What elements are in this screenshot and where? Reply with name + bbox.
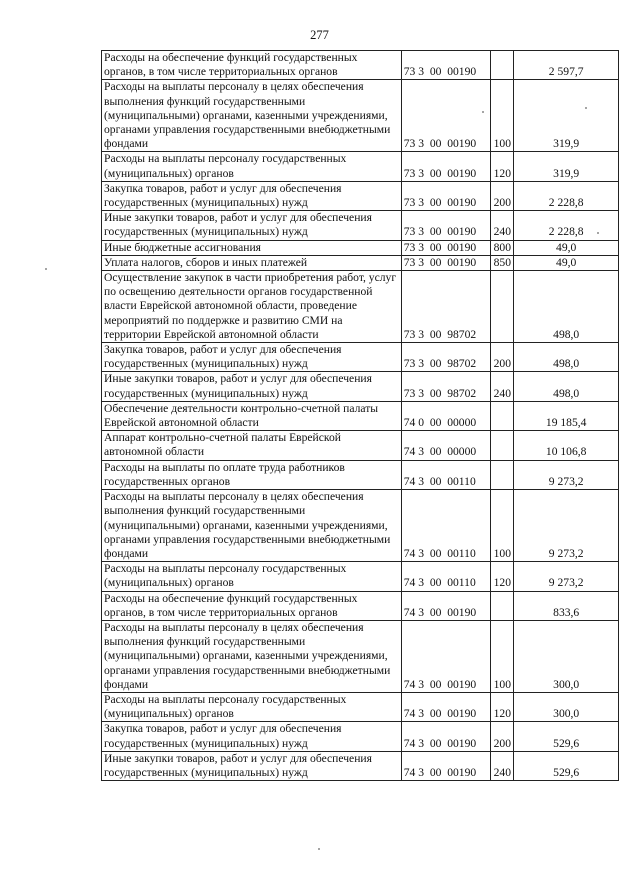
- table-row: [102, 372, 619, 401]
- row-code: 73 3 00 00190: [401, 51, 491, 80]
- row-expense-type: [491, 401, 514, 430]
- row-amount: 2 597,7: [514, 51, 619, 80]
- row-expense-type: 200: [491, 181, 514, 210]
- table-row: [102, 181, 619, 210]
- row-code: 74 3 00 00110: [401, 460, 491, 489]
- table-row: [102, 152, 619, 181]
- row-name: Осуществление закупок в части приобретения работ, услуг по освещению деятельности органов государственной власти Еврейской автономной области, проведение мероприятий по поддержке и развитию СМИ на территории Еврейской автономной области: [102, 271, 402, 343]
- table-row: [102, 562, 619, 591]
- row-name: Расходы на выплаты персоналу в целях обеспечения выполнения функций государственными (муниципальными) органами, казенными учреждениями, органами управления государственными внебюджетными фондами: [102, 490, 402, 562]
- row-expense-type: [491, 271, 514, 343]
- row-name: Уплата налогов, сборов и иных платежей: [102, 255, 402, 270]
- table-row: [102, 692, 619, 721]
- row-code: 74 3 00 00110: [401, 490, 491, 562]
- row-code: 73 3 00 00190: [401, 240, 491, 255]
- scan-speck: [318, 848, 320, 850]
- row-name: Обеспечение деятельности контрольно-счетной палаты Еврейской автономной области: [102, 401, 402, 430]
- row-expense-type: [491, 431, 514, 460]
- table-row: [102, 240, 619, 255]
- row-code: 73 3 00 98702: [401, 372, 491, 401]
- row-code: 73 3 00 98702: [401, 271, 491, 343]
- table-row: [102, 255, 619, 270]
- row-code: 73 3 00 00190: [401, 152, 491, 181]
- row-code: 74 0 00 00000: [401, 401, 491, 430]
- row-code: 73 3 00 98702: [401, 343, 491, 372]
- row-amount: 319,9: [514, 80, 619, 152]
- row-amount: 49,0: [514, 255, 619, 270]
- page-number: 277: [310, 28, 329, 42]
- scan-speck: [45, 268, 47, 270]
- budget-table: [101, 50, 619, 781]
- row-name: Расходы на выплаты персоналу в целях обеспечения выполнения функций государственными (муниципальными) органами, казенными учреждениями, органами управления государственными внебюджетными фондами: [102, 80, 402, 152]
- row-amount: 498,0: [514, 343, 619, 372]
- row-name: Закупка товаров, работ и услуг для обеспечения государственных (муниципальных) нужд: [102, 343, 402, 372]
- row-name: Расходы на выплаты персоналу в целях обеспечения выполнения функций государственными (муниципальными) органами, казенными учреждениями, органами управления государственными внебюджетными фондами: [102, 620, 402, 692]
- row-code: 74 3 00 00190: [401, 620, 491, 692]
- row-name: Расходы на выплаты персоналу государственных (муниципальных) органов: [102, 152, 402, 181]
- row-name: Расходы на обеспечение функций государственных органов, в том числе территориальных органов: [102, 51, 402, 80]
- budget-table-body: [102, 51, 619, 781]
- row-code: 74 3 00 00190: [401, 722, 491, 751]
- row-amount: 319,9: [514, 152, 619, 181]
- row-code: 74 3 00 00000: [401, 431, 491, 460]
- row-expense-type: 100: [491, 80, 514, 152]
- row-amount: 2 228,8: [514, 211, 619, 240]
- row-code: 74 3 00 00110: [401, 562, 491, 591]
- row-amount: 529,6: [514, 751, 619, 780]
- row-amount: 529,6: [514, 722, 619, 751]
- row-expense-type: 240: [491, 211, 514, 240]
- row-name: Иные бюджетные ассигнования: [102, 240, 402, 255]
- row-expense-type: 100: [491, 620, 514, 692]
- row-amount: 2 228,8: [514, 181, 619, 210]
- row-expense-type: [491, 460, 514, 489]
- row-code: 73 3 00 00190: [401, 80, 491, 152]
- row-name: Иные закупки товаров, работ и услуг для обеспечения государственных (муниципальных) нужд: [102, 211, 402, 240]
- row-expense-type: 200: [491, 343, 514, 372]
- row-name: Расходы на обеспечение функций государственных органов, в том числе территориальных органов: [102, 591, 402, 620]
- table-row: [102, 51, 619, 80]
- row-code: 74 3 00 00190: [401, 591, 491, 620]
- row-name: Иные закупки товаров, работ и услуг для обеспечения государственных (муниципальных) нужд: [102, 372, 402, 401]
- table-row: [102, 490, 619, 562]
- row-expense-type: 240: [491, 751, 514, 780]
- table-row: [102, 751, 619, 780]
- table-row: [102, 591, 619, 620]
- row-expense-type: 120: [491, 152, 514, 181]
- row-amount: 300,0: [514, 692, 619, 721]
- table-row: [102, 343, 619, 372]
- row-amount: 498,0: [514, 271, 619, 343]
- row-code: 74 3 00 00190: [401, 692, 491, 721]
- row-expense-type: 120: [491, 692, 514, 721]
- table-row: [102, 211, 619, 240]
- row-name: Расходы на выплаты персоналу государственных (муниципальных) органов: [102, 562, 402, 591]
- row-expense-type: 120: [491, 562, 514, 591]
- row-amount: 9 273,2: [514, 490, 619, 562]
- row-amount: 9 273,2: [514, 460, 619, 489]
- row-expense-type: 800: [491, 240, 514, 255]
- row-name: Иные закупки товаров, работ и услуг для обеспечения государственных (муниципальных) нужд: [102, 751, 402, 780]
- table-row: [102, 80, 619, 152]
- row-code: 73 3 00 00190: [401, 255, 491, 270]
- row-expense-type: 100: [491, 490, 514, 562]
- table-row: [102, 620, 619, 692]
- row-name: Расходы на выплаты по оплате труда работников государственных органов: [102, 460, 402, 489]
- row-name: Закупка товаров, работ и услуг для обеспечения государственных (муниципальных) нужд: [102, 181, 402, 210]
- row-amount: 10 106,8: [514, 431, 619, 460]
- table-row: [102, 271, 619, 343]
- row-expense-type: 200: [491, 722, 514, 751]
- row-name: Аппарат контрольно-счетной палаты Еврейской автономной области: [102, 431, 402, 460]
- row-name: Закупка товаров, работ и услуг для обеспечения государственных (муниципальных) нужд: [102, 722, 402, 751]
- row-amount: 300,0: [514, 620, 619, 692]
- table-row: [102, 401, 619, 430]
- row-amount: 49,0: [514, 240, 619, 255]
- scan-speck: [482, 111, 484, 113]
- row-amount: 9 273,2: [514, 562, 619, 591]
- row-amount: 19 185,4: [514, 401, 619, 430]
- row-code: 74 3 00 00190: [401, 751, 491, 780]
- row-expense-type: [491, 51, 514, 80]
- scan-speck: [585, 107, 587, 109]
- row-code: 73 3 00 00190: [401, 211, 491, 240]
- row-expense-type: 240: [491, 372, 514, 401]
- table-row: [102, 722, 619, 751]
- table-row: [102, 460, 619, 489]
- row-name: Расходы на выплаты персоналу государственных (муниципальных) органов: [102, 692, 402, 721]
- table-row: [102, 431, 619, 460]
- row-expense-type: [491, 591, 514, 620]
- row-code: 73 3 00 00190: [401, 181, 491, 210]
- row-expense-type: 850: [491, 255, 514, 270]
- row-amount: 833,6: [514, 591, 619, 620]
- scan-speck: [597, 232, 599, 234]
- row-amount: 498,0: [514, 372, 619, 401]
